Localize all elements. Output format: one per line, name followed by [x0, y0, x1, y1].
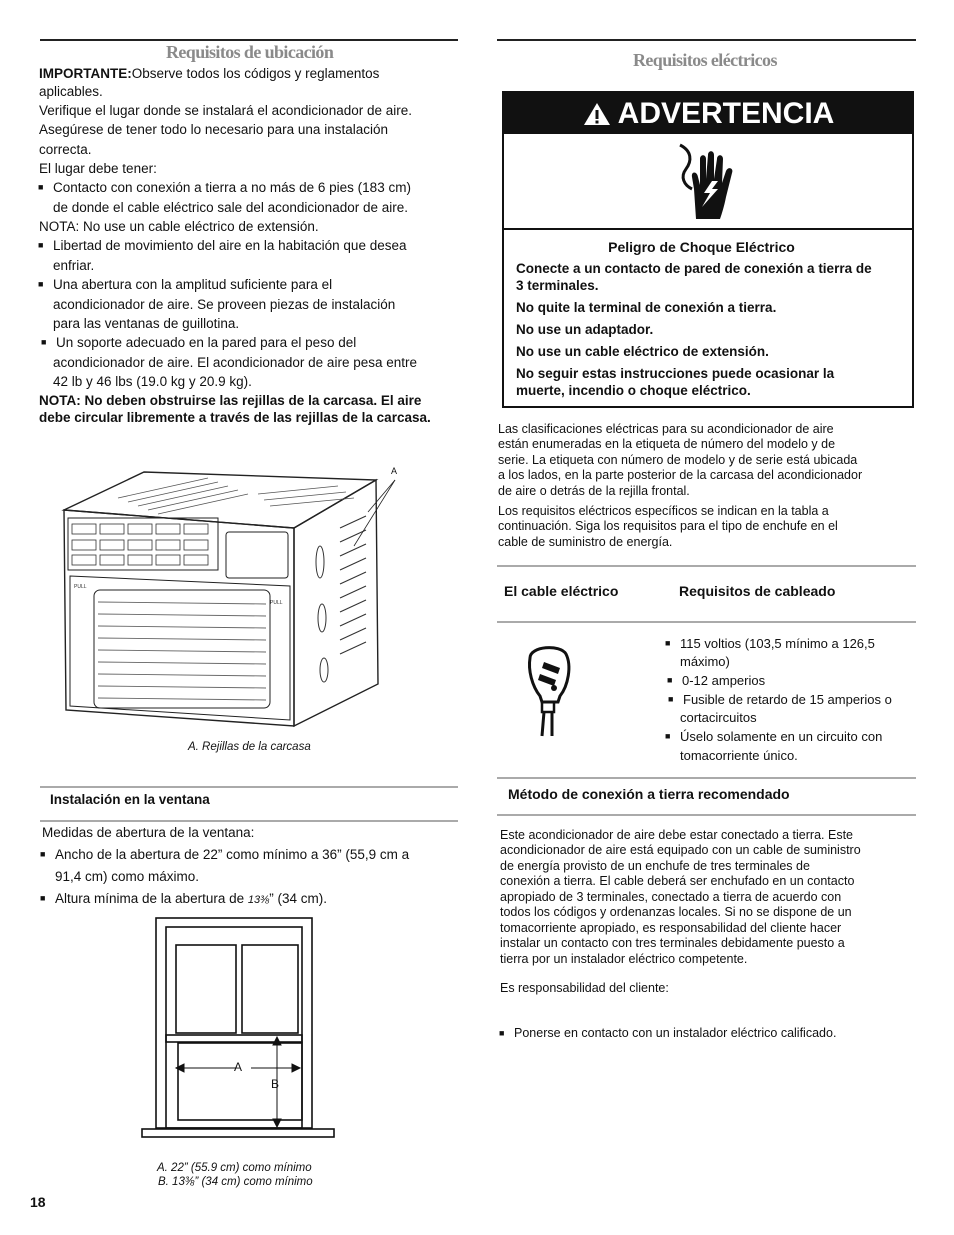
wiring-bullet-circuit: ■ Úselo solamente en un circuito con: [680, 729, 882, 745]
ground-band-bottom: [497, 814, 916, 816]
requirements-line-1: Los requisitos eléctricos específicos se indican en la tabla a: [498, 504, 829, 518]
window-height-pre: Altura mínima de la abertura de: [55, 891, 248, 906]
bullet-opening-2: acondicionador de aire. Se proveen piezas de instalación: [53, 297, 396, 312]
window-band-bottom: [40, 820, 458, 822]
warning-line-3: No use un adaptador.: [516, 322, 654, 337]
right-top-rule: [497, 39, 916, 41]
window-figure: [140, 915, 338, 1165]
ground-line-6: todos los códigos y ordenanzas locales. Si no se dispone de un: [500, 905, 852, 919]
wiring-bullet-fuse: ■ Fusible de retardo de 15 amperios o: [683, 692, 892, 708]
warning-box: [502, 91, 914, 408]
window-bullet-width: ■ Ancho de la abertura de 22” como mínimo a 36” (55,9 cm a: [55, 845, 409, 864]
ground-band-top: [497, 777, 916, 779]
ground-line-1: Este acondicionador de aire debe estar conectado a tierra. Este: [500, 828, 853, 842]
ground-line-3: de energía provisto de un enchufe de tres terminales de: [500, 859, 810, 873]
customer-responsibility: Es responsabilidad del cliente:: [500, 981, 669, 995]
table-band-top: [497, 565, 916, 567]
window-height-post: ” (34 cm).: [269, 891, 328, 906]
paragraph-verify: Verifique el lugar donde se instalará el acondicionador de aire.: [39, 103, 412, 118]
bullet-support-3: 42 lb y 46 lbs (19.0 kg y 20.9 kg).: [53, 374, 252, 389]
wiring-bullet-amps: ■ 0-12 amperios: [682, 673, 765, 689]
window-band-top: [40, 786, 458, 788]
fig1-caption: A. Rejillas de la carcasa: [188, 741, 311, 753]
fig2-caption-b: B. 13⅜” (34 cm) como mínimo: [158, 1176, 313, 1188]
ratings-line-2: están enumeradas en la etiqueta de número del modelo y de: [498, 437, 836, 451]
bullet-opening: ■ Una abertura con la amplitud suficiente para el: [53, 275, 332, 294]
note-extension: NOTA: No use un cable eléctrico de extensión.: [39, 219, 319, 234]
warning-line-5a: No seguir estas instrucciones puede ocasionar la: [516, 366, 835, 381]
window-section-title: Instalación en la ventana: [50, 792, 210, 807]
warning-separator: [504, 228, 912, 230]
ratings-line-3: serie. La etiqueta con número de modelo y de serie está ubicada: [498, 453, 858, 467]
important-text: Observe todos los códigos y reglamentos: [131, 66, 380, 81]
note-grilles-2: debe circular libremente a través de las rejillas de la carcasa.: [39, 410, 431, 425]
paragraph-ensure-2: correcta.: [39, 142, 92, 157]
window-height-fraction: 13⅜: [247, 894, 270, 906]
section-title-ubicacion: Requisitos de ubicación: [166, 42, 334, 62]
bullet-air-movement: ■ Libertad de movimiento del aire en la habitación que desea: [53, 236, 407, 255]
bullet-ground-contact: ■ Contacto con conexión a tierra a no más de 6 pies (183 cm): [53, 178, 411, 197]
ground-line-4: conexión a tierra. El cable deberá ser enchufado en un contacto: [500, 874, 855, 888]
paragraph-place-must: El lugar debe tener:: [39, 161, 157, 176]
customer-bullet-contact: ■ Ponerse en contacto con un instalador eléctrico calificado.: [514, 1026, 836, 1042]
ground-line-8: instalar un contacto con tres terminales debidamente puesto a: [500, 936, 845, 950]
fig1-label-a: A: [391, 466, 398, 476]
wiring-bullet-voltage-2: máximo): [680, 654, 730, 669]
important-text-2: aplicables.: [39, 84, 103, 99]
window-bullet-width-2: 91,4 cm) como máximo.: [55, 869, 200, 884]
warning-line-4: No use un cable eléctrico de extensión.: [516, 344, 769, 359]
page-number: 18: [30, 1194, 46, 1210]
window-outer-frame: [156, 918, 312, 1128]
bullet-opening-3: para las ventanas de guillotina.: [53, 316, 240, 331]
important-label: IMPORTANTE:: [39, 66, 132, 81]
fig2-caption-a: A. 22” (55.9 cm) como mínimo: [157, 1162, 312, 1174]
warning-line-2: No quite la terminal de conexión a tierra.: [516, 300, 777, 315]
section-title-electricos: Requisitos eléctricos: [633, 50, 777, 70]
plug-icon: [520, 640, 576, 740]
ground-line-5: apropiado de 3 terminales, conectado a tierra de acuerdo con: [500, 890, 842, 904]
ratings-line-1: Las clasificaciones eléctricas para su acondicionador de aire: [498, 422, 834, 436]
ac-side-face: [294, 480, 378, 726]
window-sill: [142, 1129, 334, 1137]
wiring-bullet-voltage: ■ 115 voltios (103,5 mínimo a 126,5: [680, 636, 875, 652]
ratings-line-5: de aire o detrás de la rejilla frontal.: [498, 484, 690, 498]
fig2-label-b: B: [271, 1077, 280, 1091]
bullet-support-2: acondicionador de aire. El acondicionador de aire pesa entre: [53, 355, 417, 370]
table-header-cord: El cable eléctrico: [504, 583, 619, 599]
note-grilles-1: NOTA: No deben obstruirse las rejillas de la carcasa. El aire: [39, 393, 422, 408]
warning-heading: ADVERTENCIA: [617, 97, 835, 130]
paragraph-ensure-1: Asegúrese de tener todo lo necesario para una instalación: [39, 122, 388, 137]
bullet-support: ■ Un soporte adecuado en la pared para el peso del: [56, 333, 356, 352]
bullet-air-movement-2: enfriar.: [53, 258, 95, 273]
wiring-bullet-fuse-2: cortacircuitos: [680, 710, 757, 725]
table-header-wiring: Requisitos de cableado: [679, 583, 836, 599]
air-conditioner-figure: [58, 458, 418, 733]
warning-line-5b: muerte, incendio o choque eléctrico.: [516, 383, 751, 398]
fig2-label-a: A: [234, 1060, 243, 1074]
wiring-bullet-circuit-2: tomacorriente único.: [680, 748, 798, 763]
ground-line-7: tomacorriente apropiado, es responsabilidad del cliente hacer: [500, 921, 842, 935]
window-intro: Medidas de abertura de la ventana:: [42, 825, 255, 840]
bullet-ground-contact-2: de donde el cable eléctrico sale del acondicionador de aire.: [53, 200, 408, 215]
table-band-bottom: [497, 621, 916, 623]
ratings-line-4: a los lados, en la parte posterior de la carcasa del acondicionador: [498, 468, 863, 482]
warning-triangle-icon: [582, 101, 612, 127]
pull-label-2: PULL: [270, 600, 283, 606]
window-bullet-height: [55, 889, 327, 910]
shock-hand-icon: [666, 141, 738, 223]
ground-line-2: acondicionador de aire está equipado con un cable de suministro: [500, 843, 861, 857]
hazard-title: Peligro de Choque Eléctrico: [608, 239, 795, 255]
warning-line-1a: Conecte a un contacto de pared de conexión a tierra de: [516, 261, 872, 276]
requirements-line-2: continuación. Siga los requisitos para el tipo de enchufe en el: [498, 519, 838, 533]
warning-line-1b: 3 terminales.: [516, 278, 599, 293]
requirements-line-3: cable de suministro de energía.: [498, 535, 673, 549]
warning-header: [504, 93, 912, 134]
ground-line-9: tierra por un instalador eléctrico competente.: [500, 952, 748, 966]
left-top-rule: [40, 39, 458, 41]
pull-label-1: PULL: [74, 584, 87, 590]
ground-section-title: Método de conexión a tierra recomendado: [508, 786, 790, 802]
important-line: [39, 64, 379, 83]
